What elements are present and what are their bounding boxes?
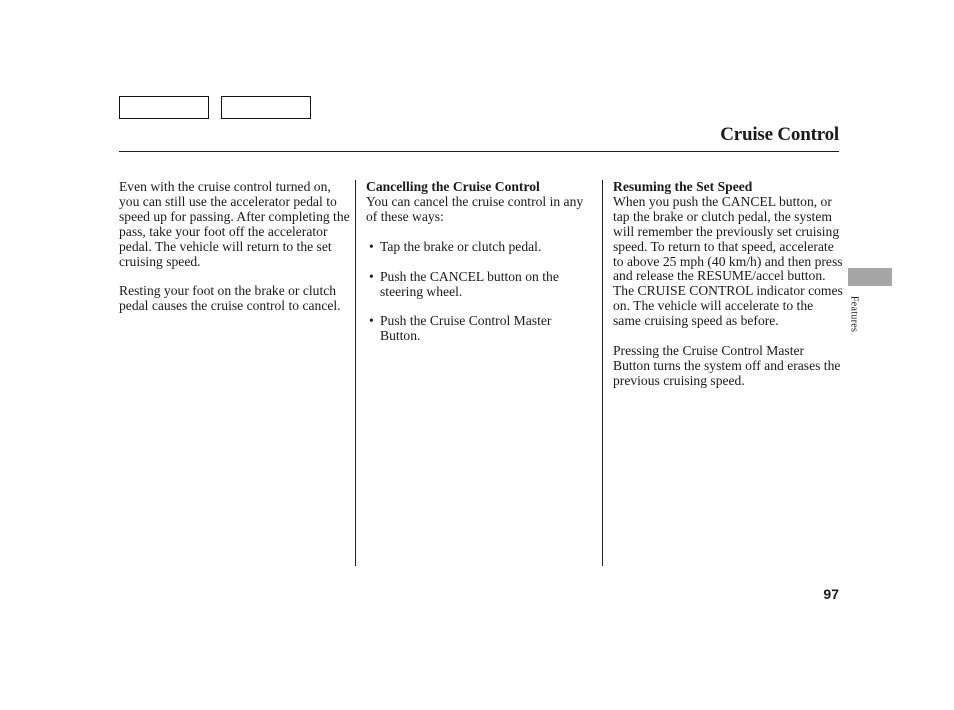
nav-box-table-of-contents[interactable] [221,96,311,119]
column-divider [355,180,356,566]
title-divider [119,151,839,152]
paragraph-master-button: Pressing the Cruise Control Master Button turns the system off and erases the previous cruising speed. [613,343,841,388]
bullet-item: • Push the CANCEL button on the steering wheel. [366,270,594,300]
column-middle [366,180,594,344]
bullet-item: • Tap the brake or clutch pedal. [366,240,594,255]
bullet-item: • Push the Cruise Control Master Button. [366,314,594,344]
column-divider [602,180,603,566]
section-tab-marker [848,268,892,286]
column-right [613,180,843,389]
paragraph-cancel-intro: You can cancel the cruise control in any of these ways: [366,193,584,224]
section-label: Features [848,295,860,333]
paragraph-resting-foot: Resting your foot on the brake or clutch pedal causes the cruise control to cancel. [119,283,341,314]
nav-box-main-menu[interactable] [119,96,209,119]
page-title: Cruise Control [720,124,839,145]
heading-cancelling: Cancelling the Cruise Control [366,179,540,194]
page-number: 97 [823,586,839,602]
paragraph-resume-instructions: When you push the CANCEL button, or tap the brake or clutch pedal, the system will remember the previously set cruising speed. To return to that speed, accelerate to above 25 mph (40 km/h) and then press and release the RESUME/accel button. The CRUISE CONTROL indicator comes on. The vehicle will accelerate to the same cruising speed as before. [613,193,843,329]
heading-resuming: Resuming the Set Speed [613,179,753,194]
column-left [119,180,351,314]
paragraph-passing: Even with the cruise control turned on, you can still use the accelerator pedal to speed up for passing. After completing the pass, take your foot off the accelerator pedal. The vehicle will return to the set cruising speed. [119,179,350,269]
